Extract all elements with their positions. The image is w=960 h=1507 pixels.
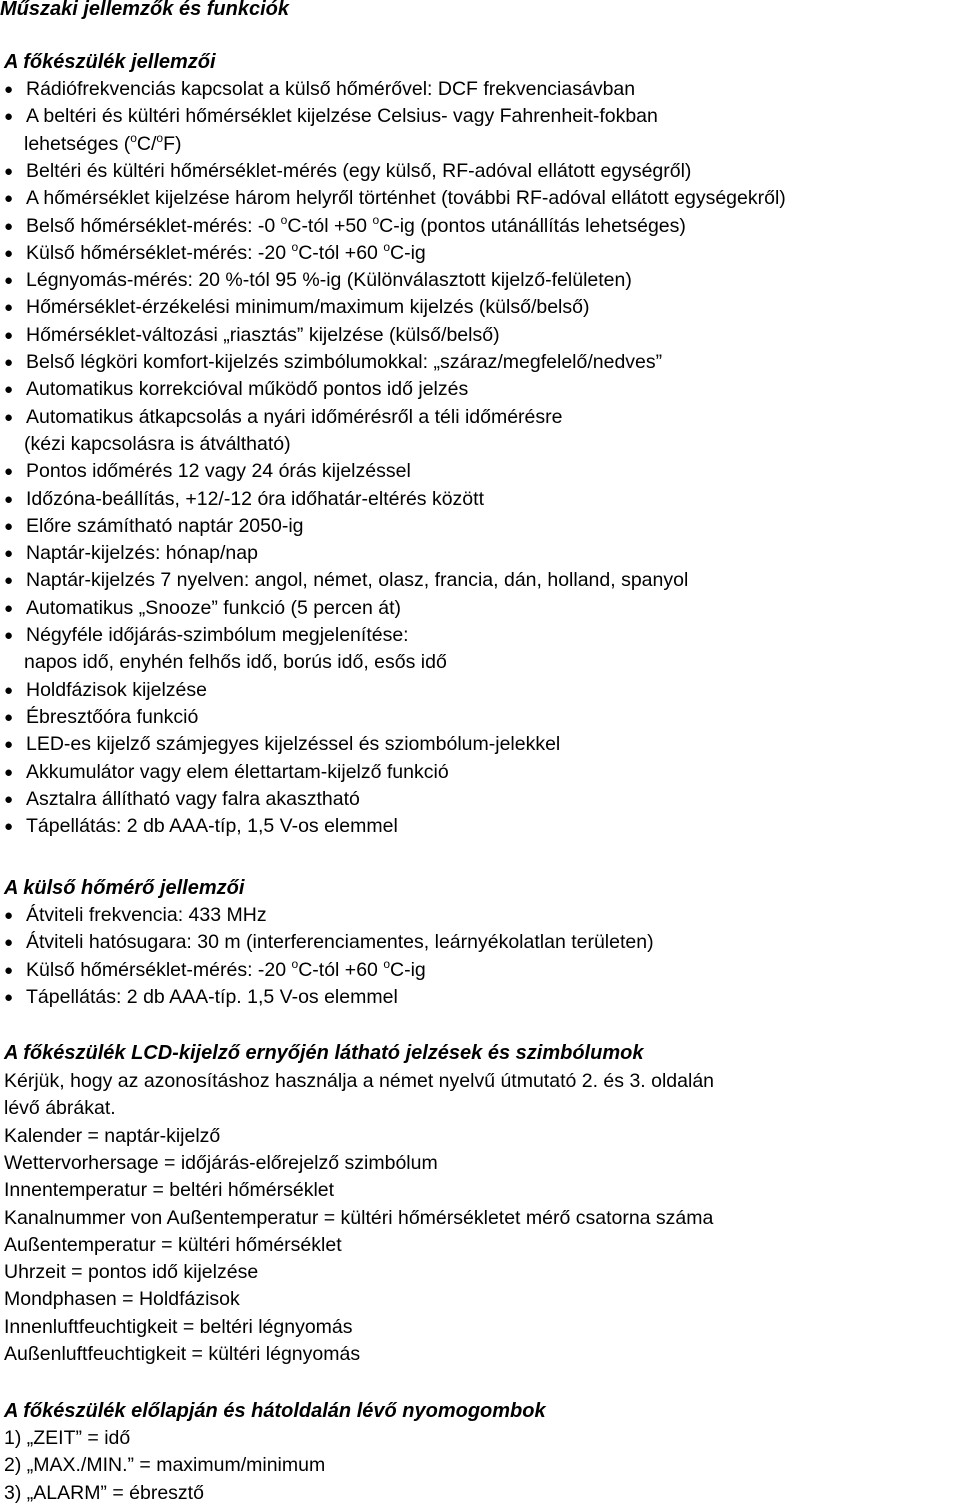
item-text: LED-es kijelző számjegyes kijelzéssel és sziombólum-jelekkel bbox=[26, 733, 561, 756]
bullet-icon: ● bbox=[4, 463, 14, 481]
bullet-icon: ● bbox=[4, 108, 14, 126]
list-item bbox=[4, 349, 960, 376]
item-text: Kérjük, hogy az azonosításhoz használja a német nyelvű útmutató 2. és 3. oldalán bbox=[4, 1070, 715, 1092]
list-item bbox=[24, 131, 960, 158]
bullet-icon: ● bbox=[4, 961, 14, 979]
item-text: Naptár-kijelzés 7 nyelven: angol, német, olasz, francia, dán, holland, spanyol bbox=[26, 569, 689, 592]
item-text: Wettervorhersage = időjárás-előrejelző szimbólum bbox=[4, 1151, 438, 1174]
item-text: Külső hőmérséklet-mérés: -20 $^o$C-tól +60 $^o$C-ig bbox=[26, 956, 426, 981]
text-line bbox=[4, 1425, 960, 1452]
list-item bbox=[4, 458, 960, 485]
text-line bbox=[4, 1452, 960, 1479]
bullet-icon: ● bbox=[4, 572, 14, 590]
item-text: Automatikus korrekcióval működő pontos idő jelzés bbox=[26, 378, 469, 401]
list-item bbox=[4, 595, 960, 622]
bullet-icon: ● bbox=[4, 408, 14, 426]
bullet-icon: ● bbox=[4, 190, 14, 208]
item-text: 1) „ZEIT” = idő bbox=[4, 1427, 131, 1449]
text-line bbox=[4, 1068, 960, 1095]
list-item bbox=[4, 929, 960, 956]
item-text: Holdfázisok kijelzése bbox=[26, 678, 207, 701]
list-item bbox=[4, 322, 960, 349]
bullet-icon: ● bbox=[4, 545, 14, 563]
list-item bbox=[4, 240, 960, 267]
list-item bbox=[4, 513, 960, 540]
item-text: Külső hőmérséklet-mérés: -20 $^o$C-tól +60 $^o$C-ig bbox=[26, 239, 426, 264]
item-text: Beltéri és kültéri hőmérséklet-mérés (egy külső, RF-adóval ellátott egységről) bbox=[26, 159, 692, 182]
item-text: Mondphasen = Holdfázisok bbox=[4, 1288, 240, 1311]
item-text: (kézi kapcsolásra is átváltható) bbox=[24, 432, 291, 455]
list-item bbox=[4, 957, 960, 984]
item-text: napos idő, enyhén felhős idő, borús idő, esős idő bbox=[24, 651, 447, 674]
bullet-icon: ● bbox=[4, 736, 14, 754]
bullet-icon: ● bbox=[4, 790, 14, 808]
page-heading: Műszaki jellemzők és funkciók bbox=[0, 0, 289, 20]
bullet-icon: ● bbox=[4, 381, 14, 399]
list-item bbox=[4, 103, 960, 130]
list-item bbox=[4, 759, 960, 786]
bullet-icon: ● bbox=[4, 988, 14, 1006]
item-text: Rádiófrekvenciás kapcsolat a külső hőmérővel: DCF frekvenciasávban bbox=[26, 78, 636, 100]
bullet-icon: ● bbox=[4, 326, 14, 344]
bullet-icon: ● bbox=[4, 81, 14, 98]
item-text: Innenluftfeuchtigkeit = beltéri légnyomás bbox=[4, 1315, 353, 1338]
item-text: lehetséges ($^o$C/$^o$F) bbox=[24, 130, 182, 155]
list-item bbox=[4, 731, 960, 758]
item-text: Belső hőmérséklet-mérés: -0 $^o$C-tól +50 $^o$C-ig (pontos utánállítás lehetséges) bbox=[26, 212, 686, 237]
text-line bbox=[4, 1232, 960, 1259]
list-item bbox=[4, 540, 960, 567]
bullet-icon: ● bbox=[4, 763, 14, 781]
text-line bbox=[4, 1286, 960, 1313]
item-text: Innentemperatur = beltéri hőmérséklet bbox=[4, 1179, 335, 1202]
item-text: Hőmérséklet-érzékelési minimum/maximum kijelzés (külső/belső) bbox=[26, 296, 590, 319]
list-item bbox=[4, 567, 960, 594]
list-item bbox=[24, 431, 960, 458]
item-text: 2) „MAX./MIN.” = maximum/minimum bbox=[4, 1454, 326, 1477]
bullet-icon: ● bbox=[4, 708, 14, 726]
list-item bbox=[4, 813, 960, 840]
bullet-icon: ● bbox=[4, 907, 14, 924]
list-item bbox=[24, 649, 960, 676]
list-item bbox=[4, 294, 960, 321]
list-item bbox=[4, 486, 960, 513]
sensor-title: A külső hőmérő jellemzői bbox=[4, 877, 245, 899]
lcd-title: A főkészülék LCD-kijelző ernyőjén látható jelzések és szimbólumok bbox=[4, 1042, 644, 1064]
list-item bbox=[4, 902, 960, 929]
text-line bbox=[4, 1150, 960, 1177]
item-text: Időzóna-beállítás, +12/-12 óra időhatár-eltérés között bbox=[26, 487, 484, 510]
bullet-icon: ● bbox=[4, 599, 14, 617]
item-text: Akkumulátor vagy elem élettartam-kijelző funkció bbox=[26, 760, 449, 783]
item-text: A hőmérséklet kijelzése három helyről történhet (további RF-adóval ellátott egységekről) bbox=[26, 187, 786, 210]
bullet-icon: ● bbox=[4, 934, 14, 952]
list-item bbox=[4, 704, 960, 731]
main-unit-title: A főkészülék jellemzői bbox=[4, 51, 216, 73]
text-line bbox=[4, 1314, 960, 1341]
item-text: Átviteli hatósugara: 30 m (interferenciamentes, leárnyékolatlan területen) bbox=[26, 931, 654, 954]
item-text: A beltéri és kültéri hőmérséklet kijelzése Celsius- vagy Fahrenheit-fokban bbox=[26, 105, 658, 128]
bullet-icon: ● bbox=[4, 681, 14, 699]
text-line bbox=[4, 1480, 960, 1507]
list-item bbox=[4, 267, 960, 294]
list-item bbox=[4, 213, 960, 240]
list-item bbox=[4, 622, 960, 649]
list-item bbox=[4, 185, 960, 212]
item-text: Légnyomás-mérés: 20 %-tól 95 %-ig (Különválasztott kijelző-felületen) bbox=[26, 269, 632, 292]
item-text: Asztalra állítható vagy falra akasztható bbox=[26, 787, 360, 810]
item-text: Négyféle időjárás-szimbólum megjelenítése: bbox=[26, 624, 409, 646]
list-item bbox=[4, 158, 960, 185]
list-item bbox=[4, 76, 960, 103]
buttons-title: A főkészülék előlapján és hátoldalán lévő nyomogombok bbox=[4, 1400, 546, 1422]
item-text: Außenluftfeuchtigkeit = kültéri légnyomás bbox=[4, 1343, 361, 1365]
item-text: Uhrzeit = pontos idő kijelzése bbox=[4, 1261, 259, 1284]
bullet-icon: ● bbox=[4, 818, 14, 836]
bullet-icon: ● bbox=[4, 162, 14, 180]
text-line bbox=[4, 1095, 960, 1122]
text-line bbox=[4, 1259, 960, 1286]
item-text: Tápellátás: 2 db AAA-típ. 1,5 V-os elemmel bbox=[26, 985, 398, 1008]
text-line bbox=[4, 1205, 960, 1232]
list-item bbox=[4, 677, 960, 704]
item-text: lévő ábrákat. bbox=[4, 1097, 116, 1120]
item-text: Kanalnummer von Außentemperatur = kültéri hőmérsékletet mérő csatorna száma bbox=[4, 1206, 714, 1229]
text-line bbox=[4, 1177, 960, 1204]
list-item bbox=[4, 404, 960, 431]
bullet-icon: ● bbox=[4, 244, 14, 262]
item-text: Automatikus „Snooze” funkció (5 percen át) bbox=[26, 596, 402, 619]
item-text: Automatikus átkapcsolás a nyári időmérésről a téli időmérésre bbox=[26, 405, 563, 428]
bullet-icon: ● bbox=[4, 272, 14, 290]
list-item bbox=[4, 376, 960, 403]
bullet-icon: ● bbox=[4, 490, 14, 508]
item-text: Pontos időmérés 12 vagy 24 órás kijelzéssel bbox=[26, 460, 411, 483]
item-text: Belső légköri komfort-kijelzés szimbólumokkal: „száraz/megfelelő/nedves” bbox=[26, 351, 663, 373]
item-text: Átviteli frekvencia: 433 MHz bbox=[26, 904, 267, 926]
text-line bbox=[4, 1123, 960, 1150]
list-item bbox=[4, 984, 960, 1011]
item-text: Tápellátás: 2 db AAA-típ, 1,5 V-os elemmel bbox=[26, 815, 398, 838]
item-text: Ébresztőóra funkció bbox=[26, 705, 199, 728]
item-text: Kalender = naptár-kijelző bbox=[4, 1124, 221, 1147]
bullet-icon: ● bbox=[4, 627, 14, 644]
item-text: 3) „ALARM” = ébresztő bbox=[4, 1481, 204, 1504]
list-item bbox=[4, 786, 960, 813]
bullet-icon: ● bbox=[4, 217, 14, 235]
bullet-icon: ● bbox=[4, 354, 14, 371]
item-text: Naptár-kijelzés: hónap/nap bbox=[26, 542, 258, 565]
text-line bbox=[4, 1341, 960, 1368]
bullet-icon: ● bbox=[4, 299, 14, 317]
bullet-icon: ● bbox=[4, 517, 14, 535]
item-text: Hőmérséklet-változási „riasztás” kijelzése (külső/belső) bbox=[26, 323, 500, 346]
item-text: Előre számítható naptár 2050-ig bbox=[26, 514, 304, 537]
item-text: Außentemperatur = kültéri hőmérséklet bbox=[4, 1233, 342, 1256]
